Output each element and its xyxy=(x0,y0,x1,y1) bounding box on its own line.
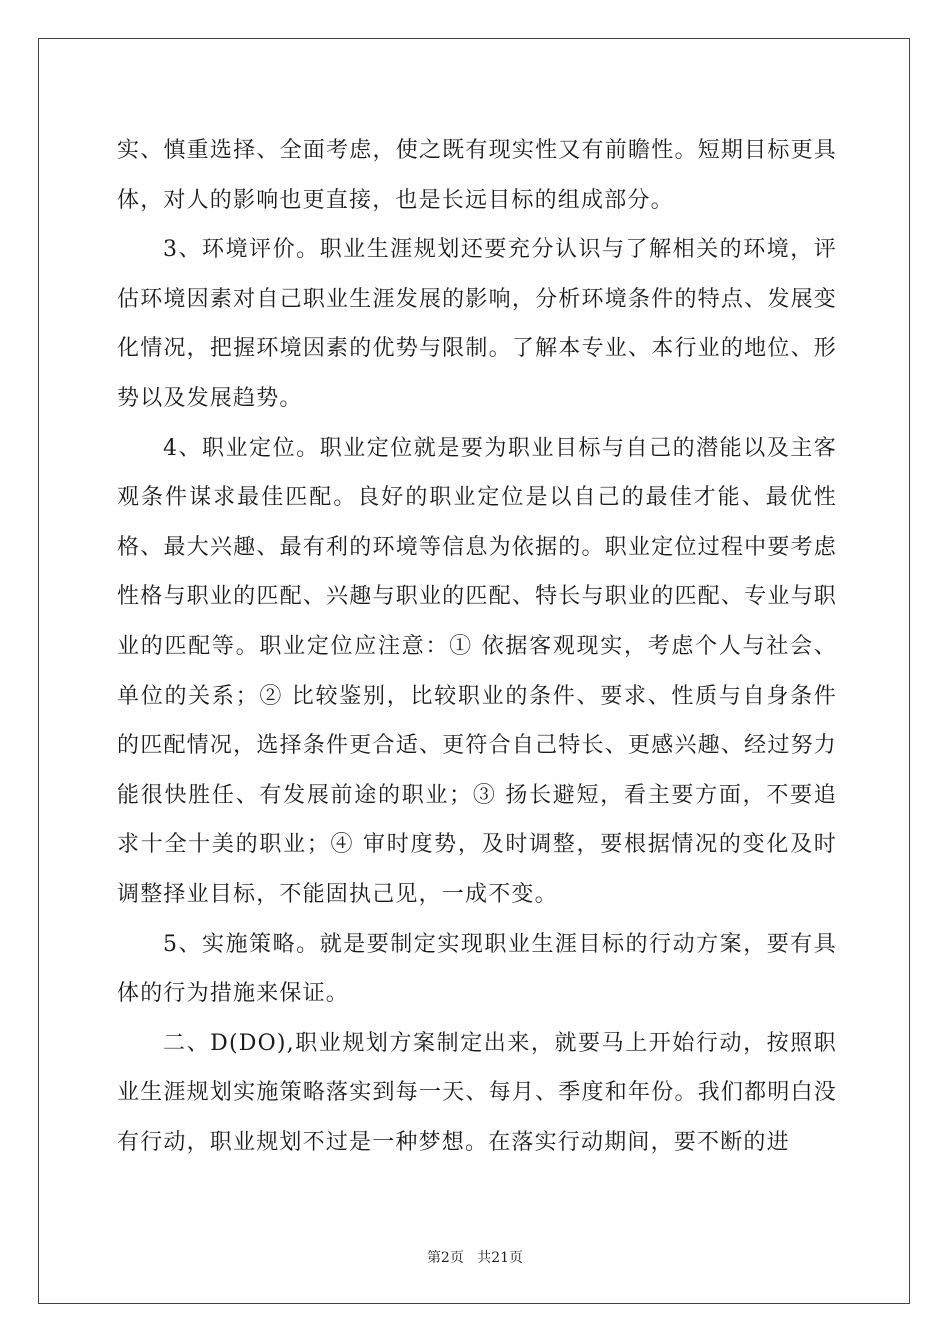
total-pages: 共21页 xyxy=(477,1250,524,1266)
page-footer xyxy=(0,1247,950,1267)
paragraph-environment-evaluation: 3、环境评价。职业生涯规划还要充分认识与了解相关的环境，评估环境因素对自己职业生涯发展的影响，分析环境条件的特点、发展变化情况，把握环境因素的优势与限制。了解本专业、本行业的地位、形势以及发展趋势。 xyxy=(117,237,837,411)
paragraph-career-positioning: 4、职业定位。职业定位就是要为职业目标与自己的潜能以及主客观条件谋求最佳匹配。良好的职业定位是以自己的最佳才能、最优性格、最大兴趣、最有利的环境等信息为依据的。职业定位过程中要考虑性格与职业的匹配、兴趣与职业的匹配、特长与职业的匹配、专业与职业的匹配等。职业定位应注意：① 依据客观现实，考虑个人与社会、单位的关系；② 比较鉴别，比较职业的条件、要求、性质与自身条件的匹配情况，选择条件更合适、更符合自己特长、更感兴趣、经过努力能很快胜任、有发展前途的职业；③ 扬长避短，看主要方面，不要追求十全十美的职业；④ 审时度势，及时调整，要根据情况的变化及时调整择业目标，不能固执己见，一成不变。 xyxy=(117,435,837,907)
paragraph-continued: 实、慎重选择、全面考虑，使之既有现实性又有前瞻性。短期目标更具体，对人的影响也更直接，也是长远目标的组成部分。 xyxy=(117,138,837,213)
page-number: 第2页 xyxy=(426,1250,464,1266)
paragraph-implementation-strategy: 5、实施策略。就是要制定实现职业生涯目标的行动方案，要有具体的行为措施来保证。 xyxy=(117,931,837,1007)
document-body xyxy=(117,126,837,1167)
paragraph-do-phase: 二、D(DO),职业规划方案制定出来，就要马上开始行动，按照职业生涯规划实施策略落实到每一天、每月、季度和年份。我们都明白没有行动，职业规划不过是一种梦想。在落实行动期间，要不断的进 xyxy=(117,1030,837,1155)
